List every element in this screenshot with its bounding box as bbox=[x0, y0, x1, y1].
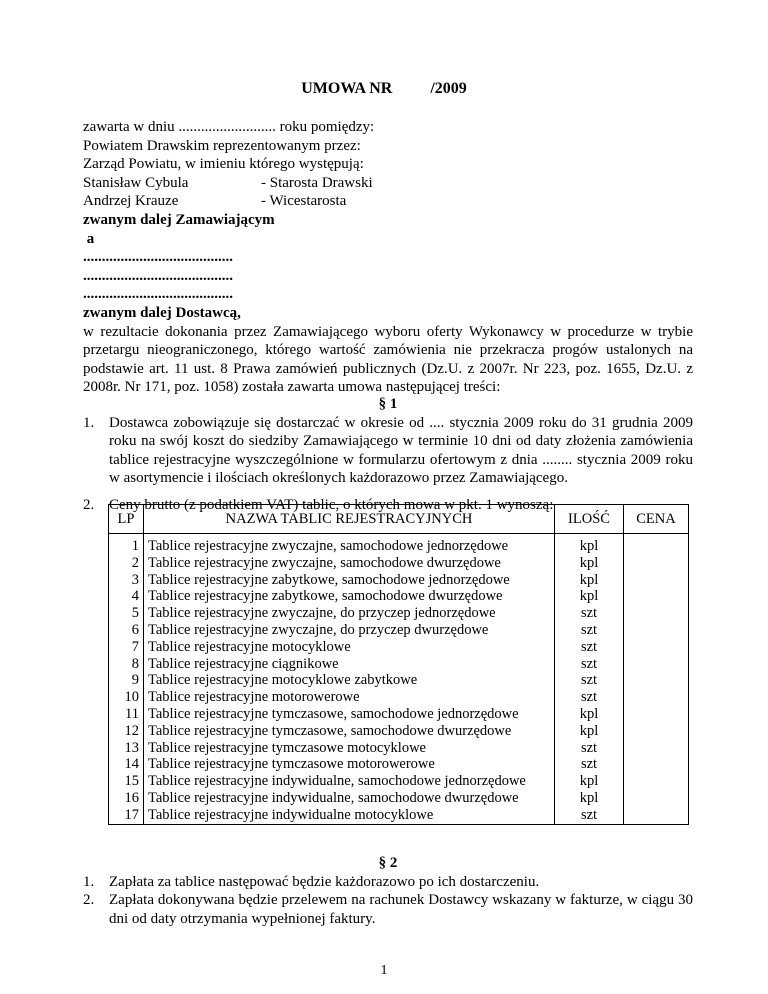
row-name: Tablice rejestracyjne motocyklowe bbox=[144, 639, 555, 656]
row-price bbox=[624, 656, 689, 673]
signatory-role: - Starosta Drawski bbox=[261, 174, 373, 191]
row-price bbox=[624, 706, 689, 723]
document-title bbox=[0, 80, 768, 98]
row-price bbox=[624, 588, 689, 605]
row-lp: 5 bbox=[109, 605, 144, 622]
table-row bbox=[109, 756, 689, 773]
header-name: NAZWA TABLIC REJESTRACYJNYCH bbox=[144, 505, 555, 534]
table-row bbox=[109, 555, 689, 572]
dostawca-label: zwanym dalej Dostawcą, bbox=[83, 304, 241, 321]
row-lp: 15 bbox=[109, 773, 144, 790]
signatory-row-1 bbox=[83, 174, 693, 193]
row-name: Tablice rejestracyjne tymczasowe, samochodowe dwurzędowe bbox=[144, 723, 555, 740]
section-1 bbox=[83, 395, 693, 515]
row-qty: kpl bbox=[555, 773, 624, 790]
header-lp: LP bbox=[109, 505, 144, 534]
header-block bbox=[83, 118, 693, 397]
row-price bbox=[624, 605, 689, 622]
row-qty: kpl bbox=[555, 588, 624, 605]
row-lp: 8 bbox=[109, 656, 144, 673]
row-lp: 14 bbox=[109, 756, 144, 773]
row-lp: 1 bbox=[109, 534, 144, 555]
table-row bbox=[109, 672, 689, 689]
table-header-row bbox=[109, 505, 689, 534]
table-row bbox=[109, 588, 689, 605]
row-lp: 13 bbox=[109, 740, 144, 757]
row-qty: kpl bbox=[555, 555, 624, 572]
intro-paragraph: w rezultacie dokonania przez Zamawiającego wyboru oferty Wykonawcy w procedurze w trybie przetargu nieograniczonego, którego wartość zamówienia nie przekracza progów ustalonych na podstawie art. 11 ust. 8 Prawa zamówień publicznych (Dz.U. z 2007r. Nr 223, poz. 1655, Dz.U. z 2008r. Nr 171, poz. 1058) została zawarta umowa następującej treści: bbox=[83, 323, 693, 396]
row-qty: szt bbox=[555, 740, 624, 757]
row-qty: szt bbox=[555, 689, 624, 706]
table-row bbox=[109, 790, 689, 807]
row-lp: 6 bbox=[109, 622, 144, 639]
signatory-role: - Wicestarosta bbox=[261, 193, 347, 210]
table-row bbox=[109, 689, 689, 706]
row-price bbox=[624, 790, 689, 807]
row-name: Tablice rejestracyjne zwyczajne, do przyczep dwurzędowe bbox=[144, 622, 555, 639]
row-name: Tablice rejestracyjne indywidualne, samochodowe dwurzędowe bbox=[144, 790, 555, 807]
table-row bbox=[109, 723, 689, 740]
zamawiajacy-label: zwanym dalej Zamawiającym bbox=[83, 211, 275, 228]
table-row bbox=[109, 639, 689, 656]
section-heading: § 1 bbox=[378, 396, 398, 412]
row-lp: 17 bbox=[109, 807, 144, 824]
row-qty: szt bbox=[555, 756, 624, 773]
title-right: /2009 bbox=[430, 80, 467, 97]
row-qty: kpl bbox=[555, 534, 624, 555]
clause-number: 1. bbox=[83, 414, 95, 431]
header-price: CENA bbox=[624, 505, 689, 534]
conjunction: a bbox=[83, 230, 95, 247]
table-row bbox=[109, 773, 689, 790]
dots-line: ........................................ bbox=[83, 267, 233, 284]
row-price bbox=[624, 740, 689, 757]
clause-text: Zapłata dokonywana będzie przelewem na rachunek Dostawcy wskazany w fakturze, w ciągu 30 dni od daty otrzymania wypełnionej faktury. bbox=[109, 892, 693, 927]
row-price bbox=[624, 572, 689, 589]
row-price bbox=[624, 689, 689, 706]
section-2 bbox=[83, 854, 693, 928]
row-lp: 3 bbox=[109, 572, 144, 589]
row-lp: 2 bbox=[109, 555, 144, 572]
row-qty: kpl bbox=[555, 706, 624, 723]
title-left: UMOWA NR bbox=[301, 80, 393, 97]
dots-line: ........................................ bbox=[83, 249, 233, 266]
clause-text: Zapłata za tablice następować będzie każdorazowo po ich dostarczeniu. bbox=[109, 873, 540, 890]
table-body bbox=[109, 534, 689, 825]
row-qty: szt bbox=[555, 622, 624, 639]
signatory-row-2 bbox=[83, 192, 693, 211]
row-name: Tablice rejestracyjne tymczasowe motocyklowe bbox=[144, 740, 555, 757]
row-lp: 11 bbox=[109, 706, 144, 723]
row-lp: 9 bbox=[109, 672, 144, 689]
row-name: Tablice rejestracyjne ciągnikowe bbox=[144, 656, 555, 673]
row-name: Tablice rejestracyjne zabytkowe, samochodowe dwurzędowe bbox=[144, 588, 555, 605]
header-qty: ILOŚĆ bbox=[555, 505, 624, 534]
table-row bbox=[109, 740, 689, 757]
row-name: Tablice rejestracyjne motocyklowe zabytkowe bbox=[144, 672, 555, 689]
row-lp: 7 bbox=[109, 639, 144, 656]
table-row bbox=[109, 622, 689, 639]
table-row bbox=[109, 534, 689, 555]
clause-number: 2. bbox=[83, 892, 95, 909]
row-price bbox=[624, 723, 689, 740]
row-qty: szt bbox=[555, 639, 624, 656]
payment-clause-2 bbox=[83, 891, 693, 928]
row-price bbox=[624, 672, 689, 689]
row-name: Tablice rejestracyjne indywidualne motocyklowe bbox=[144, 807, 555, 824]
table-row bbox=[109, 706, 689, 723]
row-price bbox=[624, 639, 689, 656]
row-price bbox=[624, 773, 689, 790]
row-price bbox=[624, 622, 689, 639]
section-heading: § 2 bbox=[378, 855, 398, 871]
row-name: Tablice rejestracyjne zwyczajne, do przyczep jednorzędowe bbox=[144, 605, 555, 622]
row-lp: 10 bbox=[109, 689, 144, 706]
row-name: Tablice rejestracyjne tymczasowe motorowerowe bbox=[144, 756, 555, 773]
party-line: Powiatem Drawskim reprezentowanym przez: bbox=[83, 137, 361, 154]
row-lp: 4 bbox=[109, 588, 144, 605]
row-name: Tablice rejestracyjne zwyczajne, samochodowe jednorzędowe bbox=[144, 534, 555, 555]
date-line: zawarta w dniu .......................... roku pomiędzy: bbox=[83, 119, 375, 135]
clause-text: Ceny brutto (z podatkiem VAT) tablic, o których mowa w pkt. 1 wynoszą: bbox=[109, 496, 554, 513]
row-name: Tablice rejestracyjne motorowerowe bbox=[144, 689, 555, 706]
signatory-name: Stanisław Cybula bbox=[83, 174, 189, 191]
row-qty: szt bbox=[555, 605, 624, 622]
row-name: Tablice rejestracyjne indywidualne, samochodowe jednorzędowe bbox=[144, 773, 555, 790]
row-qty: szt bbox=[555, 672, 624, 689]
price-table bbox=[108, 504, 689, 825]
row-qty: kpl bbox=[555, 572, 624, 589]
row-price bbox=[624, 756, 689, 773]
clause-text: Dostawca zobowiązuje się dostarczać w okresie od .... stycznia 2009 roku do 31 grudnia 2009 roku na swój koszt do siedziby Zamawiającego w terminie 10 dni od daty złożenia zamówienia tablice rejestracyjne wyszczególnione w formularzu ofertowym z dnia ........ stycznia 2009 roku w asortymencie i ilościach określonych każdorazowo przez Zamawiającego. bbox=[109, 414, 693, 487]
row-price bbox=[624, 534, 689, 555]
table-row bbox=[109, 807, 689, 824]
signatory-name: Andrzej Krauze bbox=[83, 193, 179, 210]
clause-number: 2. bbox=[83, 496, 95, 513]
clause-number: 1. bbox=[83, 873, 95, 890]
page-number: 1 bbox=[380, 963, 388, 978]
table-row bbox=[109, 656, 689, 673]
row-qty: szt bbox=[555, 807, 624, 824]
row-lp: 16 bbox=[109, 790, 144, 807]
row-name: Tablice rejestracyjne tymczasowe, samochodowe jednorzędowe bbox=[144, 706, 555, 723]
dots-line: ........................................ bbox=[83, 286, 233, 303]
row-price bbox=[624, 807, 689, 824]
row-lp: 12 bbox=[109, 723, 144, 740]
row-qty: szt bbox=[555, 656, 624, 673]
row-name: Tablice rejestracyjne zwyczajne, samochodowe dwurzędowe bbox=[144, 555, 555, 572]
table-row bbox=[109, 605, 689, 622]
board-line: Zarząd Powiatu, w imieniu którego występują: bbox=[83, 156, 364, 173]
row-price bbox=[624, 555, 689, 572]
table-row bbox=[109, 572, 689, 589]
clause-1 bbox=[83, 414, 693, 488]
payment-clause-1 bbox=[83, 873, 693, 892]
row-qty: kpl bbox=[555, 790, 624, 807]
row-qty: kpl bbox=[555, 723, 624, 740]
row-name: Tablice rejestracyjne zabytkowe, samochodowe jednorzędowe bbox=[144, 572, 555, 589]
